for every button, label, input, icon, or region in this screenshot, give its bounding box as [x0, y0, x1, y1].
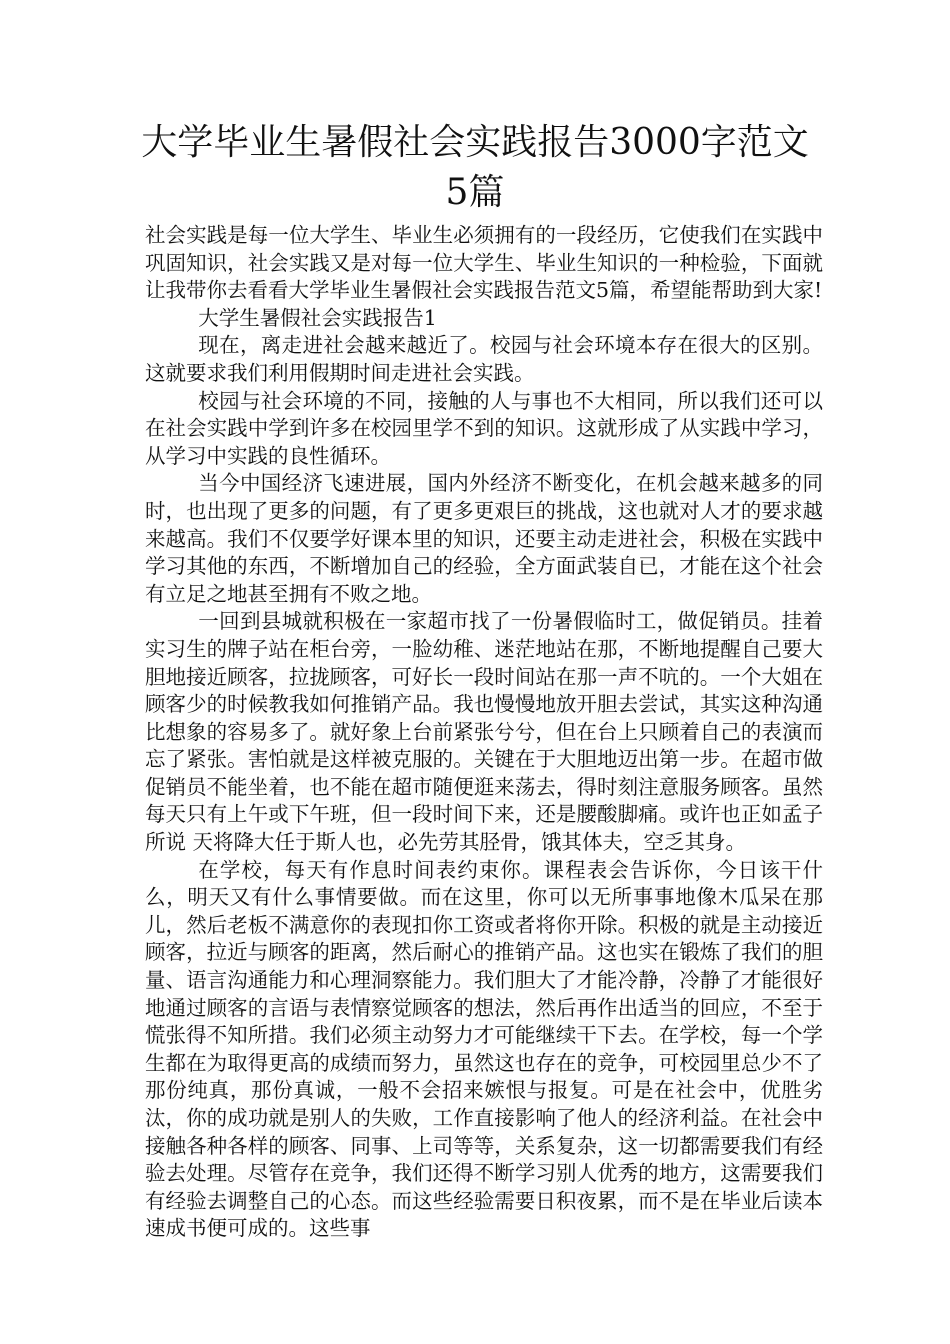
body-paragraph: 现在，离走进社会越来越近了。校园与社会环境本存在很大的区别。这就要求我们利用假期时间走进社会实践。 [145, 333, 823, 385]
body-paragraph: 校园与社会环境的不同，接触的人与事也不大相同，所以我们还可以在社会实践中学到许多在校园里学不到的知识。这就形成了从实践中学习，从学习中实践的良性循环。 [145, 388, 823, 468]
section-heading: 大学生暑假社会实践报告1 [198, 305, 437, 330]
body-paragraph: 一回到县城就积极在一家超市找了一份暑假临时工，做促销员。挂着实习生的牌子站在柜台旁，一脸幼稚、迷茫地站在那，不断地提醒自己要大胆地接近顾客，拉拢顾客，可好长一段时间站在那一声不吭的。一个大姐在顾客少的时候教我如何推销产品。我也慢慢地放开胆去尝试，其实这种沟通比想象的容易多了。就好象上台前紧张兮兮，但在台上只顾着自己的表演而忘了紧张。害怕就是这样被克服的。关键在于大胆地迈出第一步。在超市做促销员不能坐着，也不能在超市随便逛来荡去，得时刻注意服务顾客。虽然每天只有上午或下午班，但一段时间下来，还是腰酸脚痛。或许也正如孟子所说 天将降大任于斯人也，必先劳其胫骨，饿其体夫，空乏其身。 [145, 609, 823, 855]
document-body [145, 222, 823, 1243]
body-paragraph: 在学校，每天有作息时间表约束你。课程表会告诉你，今日该干什么，明天又有什么事情要做。而在这里，你可以无所事事地像木瓜呆在那儿，然后老板不满意你的表现扣你工资或者将你开除。积极的就是主动接近顾客，拉近与顾客的距离，然后耐心的推销产品。这也实在锻炼了我们的胆量、语言沟通能力和心理洞察能力。我们胆大了才能冷静，冷静了才能很好地通过顾客的言语与表情察觉顾客的想法，然后再作出适当的回应，不至于慌张得不知所措。我们必须主动努力才可能继续干下去。在学校，每一个学生都在为取得更高的成绩而努力，虽然这也存在的竞争，可校园里总少不了那份纯真，那份真诚，一般不会招来嫉恨与报复。可是在社会中，优胜劣汰，你的成功就是别人的失败，工作直接影响了他人的经济利益。在社会中接触各种各样的顾客、同事、上司等等，关系复杂，这一切都需要我们有经验去处理。尽管存在竞争，我们还得不断学习别人优秀的地方，这需要我们有经验去调整自己的心态。而这些经验需要日积夜累，而不是在毕业后读本速成书便可成的。这些事 [145, 857, 823, 1241]
body-paragraph: 当今中国经济飞速进展，国内外经济不断变化，在机会越来越多的同时，也出现了更多的问题，有了更多更艰巨的挑战，这也就对人才的要求越来越高。我们不仅要学好课本里的知识，还要主动走进社会，积极在实践中学习其他的东西，不断增加自己的经验，全方面武装自已，才能在这个社会有立足之地甚至拥有不败之地。 [145, 471, 823, 606]
intro-paragraph: 社会实践是每一位大学生、毕业生必须拥有的一段经历，它使我们在实践中巩固知识，社会实践又是对每一位大学生、毕业生知识的一种检验，下面就让我带你去看看大学毕业生暑假社会实践报告范文5篇，希望能帮助到大家! [145, 223, 823, 303]
document-title: 大学毕业生暑假社会实践报告3000字范文5篇 [141, 122, 809, 213]
